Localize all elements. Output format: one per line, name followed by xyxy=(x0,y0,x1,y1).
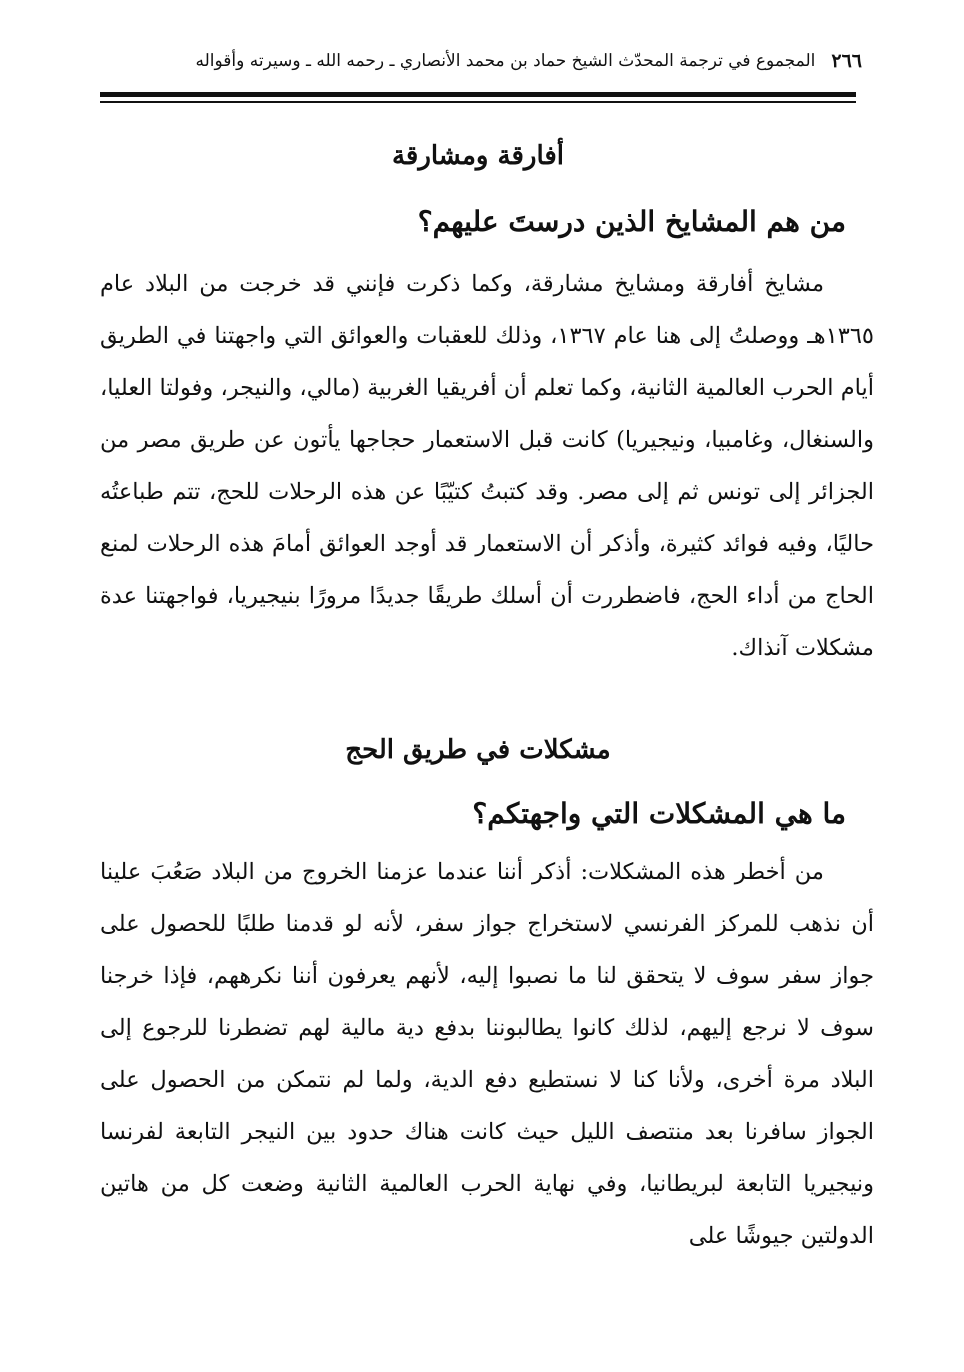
question-heading: من هم المشايخ الذين درستَ عليهم؟ xyxy=(417,205,846,238)
running-header xyxy=(190,44,862,78)
header-rule-thick xyxy=(100,92,856,97)
section-title: مشكلات في طريق الحج xyxy=(345,735,611,765)
running-title: المجموع في ترجمة المحدّث الشيخ حماد بن محمد الأنصاري ـ رحمه الله ـ وسيرته وأقواله xyxy=(195,51,816,71)
answer-paragraph: مشايخ أفارقة ومشايخ مشارقة، وكما ذكرت فإنني قد خرجت من البلاد عام ١٣٦٥هـ ووصلتُ إلى هنا عام ١٣٦٧، وذلك للعقبات والعوائق التي واجهتنا في الطريق أيام الحرب العالمية الثانية، وكما تعلم أن أفريقيا الغربية (مالي، والنيجر، وفولتا العليا، والسنغال، وغامبيا، ونيجيريا) كانت قبل الاستعمار حجاجها يأتون عن طريق مصر من الجزائر إلى تونس ثم إلى مصر. وقد كتبتُ كتيّبًا عن هذه الرحلات للحج، تتم طباعتُه حاليًا، وفيه فوائد كثيرة، وأذكر أن الاستعمار قد أوجد العوائق أمامَ هذه الرحلات لمنع الحاج من أداء الحج، فاضطررت أن أسلك طريقًا جديدًا مرورًا بنيجيريا، فواجهتنا عدة مشكلات آنذاك. xyxy=(100,271,874,661)
answer-paragraph: من أخطر هذه المشكلات: أذكر أننا عندما عزمنا الخروج من البلاد صَعُبَ علينا أن نذهب للمركز الفرنسي لاستخراج جواز سفر، لأنه لو قدمنا طلبًا للحصول على جواز سفر سوف لا يتحقق لنا ما نصبوا إليه، لأنهم يعرفون أننا نكرههم، فإذا خرجنا سوف لا نرجع إليهم، لذلك كانوا يطالبوننا بدفع دية مالية لهم تضطرنا للرجوع إلى البلاد مرة أخرى، ولأنا كنا لا نستطيع دفع الدية، ولما لم نتمكن من الحصول على الجواز سافرنا بعد منتصف الليل حيث كانت هناك حدود بين النيجر التابعة لفرنسا ونيجيريا التابعة لبريطانيا، وفي نهاية الحرب العالمية الثانية وضعت كل من هاتين الدولتين جيوشًا على xyxy=(100,859,874,1249)
question-heading: ما هي المشكلات التي واجهتكم؟ xyxy=(472,797,846,830)
page-number: ٢٦٦ xyxy=(831,50,862,72)
section-title: أفارقة ومشارقة xyxy=(391,141,565,171)
header-rule-thin xyxy=(100,101,856,103)
